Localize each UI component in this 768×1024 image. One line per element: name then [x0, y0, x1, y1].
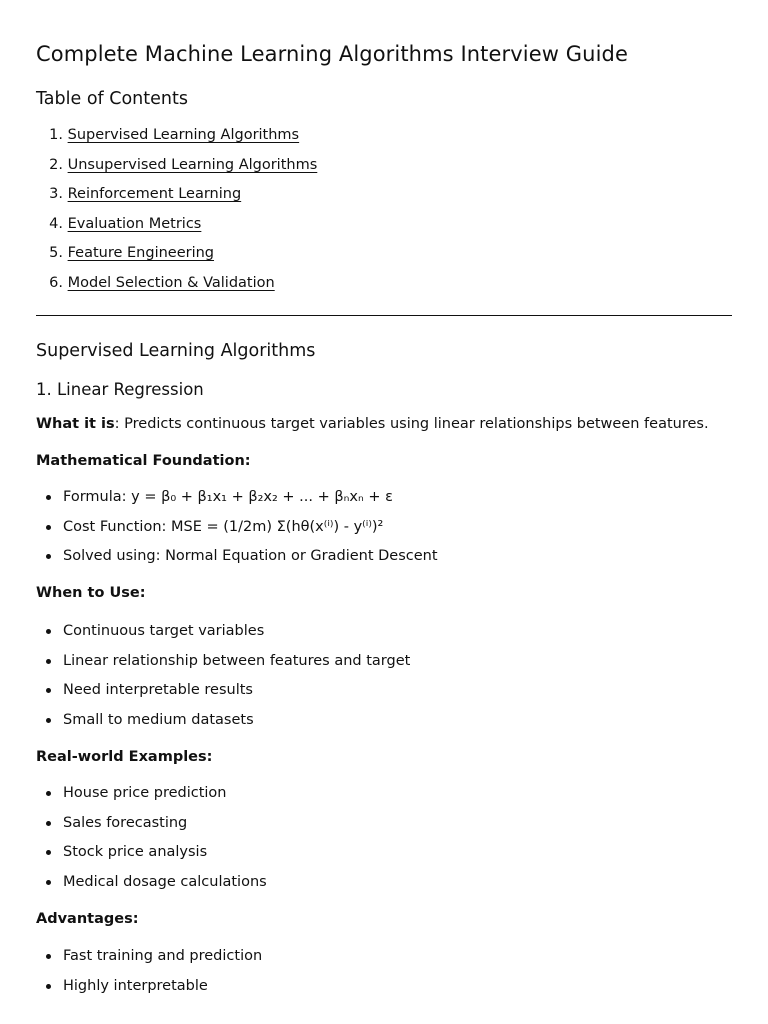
advantages-list	[36, 944, 262, 1003]
list-item: House price prediction	[36, 781, 267, 811]
toc-item	[36, 271, 317, 301]
list-item: Small to medium datasets	[36, 708, 410, 738]
toc-link-supervised[interactable]: Supervised Learning Algorithms	[67, 127, 300, 143]
toc-link-evaluation-metrics[interactable]: Evaluation Metrics	[67, 215, 202, 232]
list-item: Highly interpretable	[36, 974, 262, 1004]
real-world-examples-list	[36, 781, 267, 899]
toc-number: 3.	[49, 186, 63, 203]
toc-number: 1.	[49, 127, 63, 143]
toc-number: 6.	[49, 274, 63, 291]
math-foundation-list	[36, 485, 438, 574]
list-item: Medical dosage calculations	[36, 870, 267, 900]
toc-number: 4.	[49, 215, 63, 232]
list-item: Sales forecasting	[36, 811, 267, 841]
list-item: Stock price analysis	[36, 840, 267, 870]
math-foundation-label: Mathematical Foundation:	[36, 453, 251, 469]
toc-item	[36, 241, 317, 271]
section-heading: Supervised Learning Algorithms	[36, 341, 316, 361]
list-item: Fast training and prediction	[36, 944, 262, 974]
toc-item	[36, 123, 317, 153]
toc-link-feature-engineering[interactable]: Feature Engineering	[67, 245, 215, 262]
toc-number: 2.	[49, 156, 63, 173]
list-item: Linear relationship between features and target	[36, 649, 410, 679]
page-title: Complete Machine Learning Algorithms Interview Guide	[36, 42, 628, 66]
toc-item	[36, 182, 317, 212]
when-to-use-label: When to Use:	[36, 585, 146, 601]
what-it-is-text: : Predicts continuous target variables using linear relationships between features.	[114, 416, 709, 432]
toc-item	[36, 212, 317, 242]
list-item: Solved using: Normal Equation or Gradient Descent	[36, 544, 438, 574]
toc-item	[36, 153, 317, 183]
list-item: Continuous target variables	[36, 619, 410, 649]
list-item: Need interpretable results	[36, 678, 410, 708]
toc-link-model-selection[interactable]: Model Selection & Validation	[67, 274, 275, 291]
toc-link-unsupervised[interactable]: Unsupervised Learning Algorithms	[67, 156, 318, 173]
real-world-examples-label: Real-world Examples:	[36, 749, 213, 765]
list-item: Cost Function: MSE = (1/2m) Σ(hθ(x⁽ⁱ⁾) - y⁽ⁱ⁾)²	[36, 515, 438, 545]
what-it-is-paragraph	[36, 412, 709, 436]
list-item: Formula: y = β₀ + β₁x₁ + β₂x₂ + ... + βₙxₙ + ε	[36, 485, 438, 515]
advantages-label: Advantages:	[36, 911, 139, 927]
toc-number: 5.	[49, 245, 63, 262]
table-of-contents	[36, 123, 317, 301]
section-divider	[36, 315, 732, 316]
when-to-use-list	[36, 619, 410, 737]
algorithm-heading: 1. Linear Regression	[36, 380, 204, 399]
what-it-is-label: What it is	[36, 416, 115, 432]
toc-link-reinforcement[interactable]: Reinforcement Learning	[67, 186, 242, 203]
toc-heading: Table of Contents	[36, 89, 188, 109]
